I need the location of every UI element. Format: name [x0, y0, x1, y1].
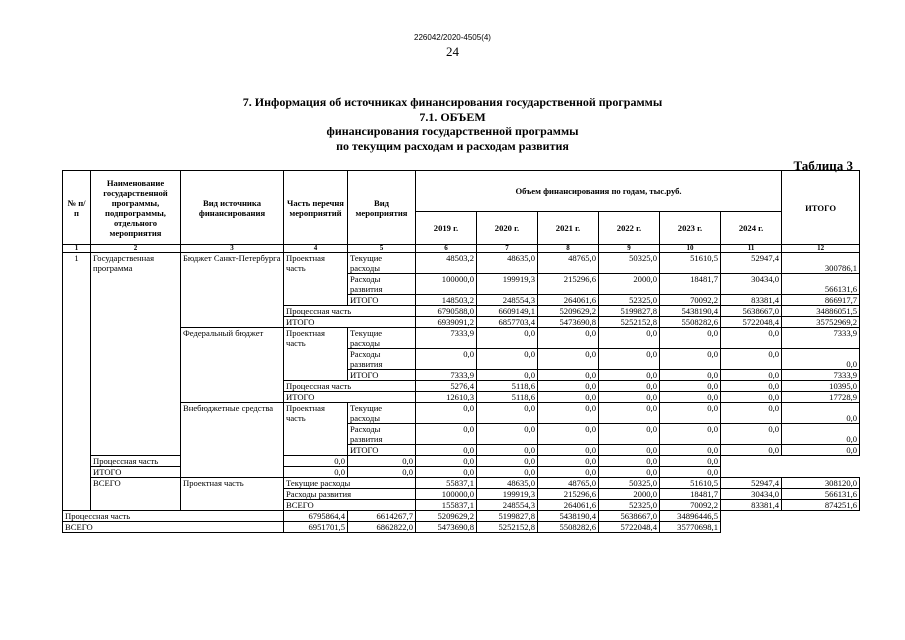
total-cell: 866917,7 [782, 295, 860, 306]
value-cell: 5508282,6 [660, 317, 721, 328]
value-cell: 83381,4 [721, 295, 782, 306]
value-cell: 0,0 [721, 370, 782, 381]
value-cell: 100000,0 [416, 274, 477, 295]
total-cell: 0,0 [782, 445, 860, 456]
development-label: Расходы развития [348, 274, 416, 295]
value-cell: 5209629,2 [416, 511, 477, 522]
header-num: № п/п [63, 171, 91, 245]
value-cell: 0,0 [721, 403, 782, 424]
value-cell: 52947,4 [721, 253, 782, 274]
development-label: Расходы развития [284, 489, 416, 500]
value-cell: 5508282,6 [538, 522, 599, 533]
value-cell: 0,0 [721, 424, 782, 445]
current-label: Текущие расходы [348, 403, 416, 424]
value-cell: 6862822,0 [348, 522, 416, 533]
value-cell: 0,0 [538, 424, 599, 445]
total-label: ВСЕГО [63, 522, 284, 533]
process-part-label: Процессная часть [284, 381, 416, 392]
process-part-label: Процессная часть [284, 306, 416, 317]
header-year: 2019 г. [416, 212, 477, 245]
value-cell: 264061,6 [538, 295, 599, 306]
process-part-label: Процессная часть [91, 456, 284, 467]
value-cell: 5199827,8 [599, 306, 660, 317]
value-cell: 0,0 [477, 349, 538, 370]
value-cell: 51610,5 [660, 478, 721, 489]
value-cell: 0,0 [348, 456, 416, 467]
value-cell: 0,0 [477, 445, 538, 456]
value-cell: 2000,0 [599, 274, 660, 295]
value-cell: 55837,1 [416, 478, 477, 489]
table-label: Таблица 3 [793, 158, 853, 173]
value-cell: 5252152,8 [477, 522, 538, 533]
total-cell: 308120,0 [782, 478, 860, 489]
total-cell: 0,0 [660, 467, 721, 478]
value-cell: 248554,3 [477, 295, 538, 306]
value-cell: 52947,4 [721, 478, 782, 489]
value-cell: 0,0 [721, 445, 782, 456]
value-cell: 0,0 [721, 392, 782, 403]
process-part-label: Процессная часть [63, 511, 284, 522]
title-line-1: 7. Информация об источниках финансирования государственной программы [242, 95, 663, 109]
table-row [63, 511, 860, 522]
table-row [63, 403, 860, 424]
value-cell: 5199827,8 [477, 511, 538, 522]
value-cell: 0,0 [599, 424, 660, 445]
value-cell: 0,0 [721, 349, 782, 370]
value-cell: 6609149,1 [477, 306, 538, 317]
program-name: Государственная программа [91, 253, 181, 456]
header-year: 2020 г. [477, 212, 538, 245]
value-cell: 0,0 [416, 456, 477, 467]
value-cell: 0,0 [660, 424, 721, 445]
value-cell: 148503,2 [416, 295, 477, 306]
value-cell: 12610,3 [416, 392, 477, 403]
value-cell: 0,0 [348, 467, 416, 478]
value-cell: 6614267,7 [348, 511, 416, 522]
source-federal: Федеральный бюджет [181, 328, 284, 403]
value-cell: 5118,6 [477, 381, 538, 392]
total-cell: 35752969,2 [782, 317, 860, 328]
row-number: 1 [63, 253, 91, 511]
value-cell: 0,0 [599, 392, 660, 403]
table-row [63, 253, 860, 274]
value-cell: 51610,5 [660, 253, 721, 274]
value-cell: 5118,6 [477, 392, 538, 403]
header-part: Часть перечня мероприятий [284, 171, 348, 245]
current-label: Текущие расходы [348, 328, 416, 349]
total-label: ВСЕГО [284, 500, 416, 511]
value-cell: 0,0 [660, 445, 721, 456]
column-index: 5 [348, 245, 416, 253]
value-cell: 248554,3 [477, 500, 538, 511]
value-cell: 0,0 [599, 328, 660, 349]
total-cell: 34886051,5 [782, 306, 860, 317]
table-row [63, 328, 860, 349]
value-cell: 0,0 [660, 381, 721, 392]
value-cell: 5638667,0 [599, 511, 660, 522]
value-cell: 5438190,4 [660, 306, 721, 317]
table-row [63, 456, 860, 467]
itogo-label: ИТОГО [91, 467, 284, 478]
value-cell: 0,0 [538, 403, 599, 424]
value-cell: 18481,7 [660, 274, 721, 295]
value-cell: 7333,9 [416, 370, 477, 381]
column-index: 3 [181, 245, 284, 253]
header-year: 2024 г. [721, 212, 782, 245]
table-row [63, 478, 860, 489]
total-cell: 35770698,1 [660, 522, 721, 533]
value-cell: 5722048,4 [721, 317, 782, 328]
index-row [63, 245, 860, 253]
value-cell: 5252152,8 [599, 317, 660, 328]
project-part-label: Проектная часть [284, 253, 348, 306]
column-index: 11 [721, 245, 782, 253]
value-cell: 0,0 [477, 370, 538, 381]
value-cell: 100000,0 [416, 489, 477, 500]
value-cell: 0,0 [660, 349, 721, 370]
header-year: 2021 г. [538, 212, 599, 245]
value-cell: 0,0 [599, 467, 660, 478]
source-extra: Внебюджетные средства [181, 403, 284, 478]
document-number: 226042/2020-4505(4) [414, 33, 491, 42]
value-cell: 0,0 [416, 467, 477, 478]
value-cell: 5473690,8 [538, 317, 599, 328]
column-index: 8 [538, 245, 599, 253]
section-title [40, 95, 865, 153]
value-cell: 48635,0 [477, 478, 538, 489]
value-cell: 0,0 [416, 445, 477, 456]
column-index: 12 [782, 245, 860, 253]
value-cell: 0,0 [284, 456, 348, 467]
value-cell: 0,0 [660, 403, 721, 424]
value-cell: 0,0 [599, 445, 660, 456]
value-cell: 0,0 [660, 392, 721, 403]
header-type: Вид мероприятия [348, 171, 416, 245]
total-cell: 0,0 [660, 456, 721, 467]
value-cell: 52325,0 [599, 295, 660, 306]
project-part-label: Проектная часть [181, 478, 284, 511]
value-cell: 199919,3 [477, 489, 538, 500]
value-cell: 0,0 [599, 349, 660, 370]
value-cell: 0,0 [599, 381, 660, 392]
value-cell: 5722048,4 [599, 522, 660, 533]
column-index: 7 [477, 245, 538, 253]
header-source: Вид источника финансирования [181, 171, 284, 245]
value-cell: 0,0 [477, 424, 538, 445]
development-label: Расходы развития [348, 349, 416, 370]
total-cell: 566131,6 [782, 489, 860, 500]
total-cell: 300786,1 [782, 253, 860, 274]
value-cell: 83381,4 [721, 500, 782, 511]
value-cell: 215296,6 [538, 489, 599, 500]
header-total: ИТОГО [782, 171, 860, 245]
header-year: 2023 г. [660, 212, 721, 245]
value-cell: 0,0 [538, 445, 599, 456]
value-cell: 50325,0 [599, 478, 660, 489]
total-cell: 17728,9 [782, 392, 860, 403]
column-index: 6 [416, 245, 477, 253]
value-cell: 155837,1 [416, 500, 477, 511]
total-cell: 0,0 [782, 349, 860, 370]
value-cell: 5638667,0 [721, 306, 782, 317]
value-cell: 5209629,2 [538, 306, 599, 317]
value-cell: 0,0 [538, 467, 599, 478]
development-label: Расходы развития [348, 424, 416, 445]
financing-table [62, 170, 860, 533]
total-cell: 874251,6 [782, 500, 860, 511]
value-cell: 6790588,0 [416, 306, 477, 317]
value-cell: 199919,3 [477, 274, 538, 295]
itogo-label: ИТОГО [348, 370, 416, 381]
value-cell: 5473690,8 [416, 522, 477, 533]
value-cell: 70092,2 [660, 500, 721, 511]
current-label: Текущие расходы [284, 478, 416, 489]
value-cell: 0,0 [477, 403, 538, 424]
value-cell: 0,0 [538, 392, 599, 403]
total-cell: 34896446,5 [660, 511, 721, 522]
column-index: 9 [599, 245, 660, 253]
value-cell: 6951701,5 [284, 522, 348, 533]
value-cell: 0,0 [599, 403, 660, 424]
value-cell: 6795864,4 [284, 511, 348, 522]
itogo-label: ИТОГО [348, 445, 416, 456]
value-cell: 0,0 [538, 370, 599, 381]
value-cell: 0,0 [477, 467, 538, 478]
itogo-label: ИТОГО [284, 392, 416, 403]
column-index: 4 [284, 245, 348, 253]
value-cell: 0,0 [721, 328, 782, 349]
header-name: Наименование государственной программы, подпрограммы, отдельного мероприятия [91, 171, 181, 245]
value-cell: 0,0 [284, 467, 348, 478]
value-cell: 0,0 [416, 349, 477, 370]
value-cell: 264061,6 [538, 500, 599, 511]
value-cell: 0,0 [538, 381, 599, 392]
value-cell: 70092,2 [660, 295, 721, 306]
value-cell: 0,0 [416, 403, 477, 424]
value-cell: 0,0 [538, 456, 599, 467]
value-cell: 6939091,2 [416, 317, 477, 328]
value-cell: 0,0 [538, 328, 599, 349]
value-cell: 30434,0 [721, 489, 782, 500]
value-cell: 0,0 [599, 456, 660, 467]
value-cell: 0,0 [477, 456, 538, 467]
value-cell: 48765,0 [538, 253, 599, 274]
value-cell: 30434,0 [721, 274, 782, 295]
value-cell: 0,0 [721, 381, 782, 392]
total-cell: 0,0 [782, 424, 860, 445]
source-spb: Бюджет Санкт-Петербурга [181, 253, 284, 328]
value-cell: 0,0 [660, 328, 721, 349]
value-cell: 0,0 [477, 328, 538, 349]
total-cell: 7333,9 [782, 370, 860, 381]
value-cell: 18481,7 [660, 489, 721, 500]
title-line-2: 7.1. ОБЪЕМ [419, 109, 486, 124]
table-row [63, 467, 860, 478]
value-cell: 5276,4 [416, 381, 477, 392]
value-cell: 0,0 [599, 370, 660, 381]
value-cell: 6857703,4 [477, 317, 538, 328]
total-label: ВСЕГО [91, 478, 181, 511]
total-cell: 566131,6 [782, 274, 860, 295]
title-line-3: финансирования государственной программы [326, 124, 579, 138]
value-cell: 5438190,4 [538, 511, 599, 522]
project-part-label: Проектная часть [284, 403, 348, 456]
table-row [63, 522, 860, 533]
value-cell: 48503,2 [416, 253, 477, 274]
column-index: 2 [91, 245, 181, 253]
value-cell: 215296,6 [538, 274, 599, 295]
total-cell: 0,0 [782, 403, 860, 424]
value-cell: 48765,0 [538, 478, 599, 489]
total-cell: 10395,0 [782, 381, 860, 392]
column-index: 1 [63, 245, 91, 253]
title-line-4: по текущим расходам и расходам развития [336, 138, 569, 153]
value-cell: 7333,9 [416, 328, 477, 349]
value-cell: 52325,0 [599, 500, 660, 511]
total-cell: 7333,9 [782, 328, 860, 349]
value-cell: 48635,0 [477, 253, 538, 274]
itogo-label: ИТОГО [348, 295, 416, 306]
current-label: Текущие расходы [348, 253, 416, 274]
column-index: 10 [660, 245, 721, 253]
header-row [63, 171, 860, 212]
project-part-label: Проектная часть [284, 328, 348, 381]
value-cell: 2000,0 [599, 489, 660, 500]
header-year: 2022 г. [599, 212, 660, 245]
page-number: 24 [446, 44, 459, 59]
value-cell: 50325,0 [599, 253, 660, 274]
value-cell: 0,0 [660, 370, 721, 381]
value-cell: 0,0 [538, 349, 599, 370]
itogo-label: ИТОГО [284, 317, 416, 328]
value-cell: 0,0 [416, 424, 477, 445]
header-volume-group: Объем финансирования по годам, тыс.руб. [416, 171, 782, 212]
